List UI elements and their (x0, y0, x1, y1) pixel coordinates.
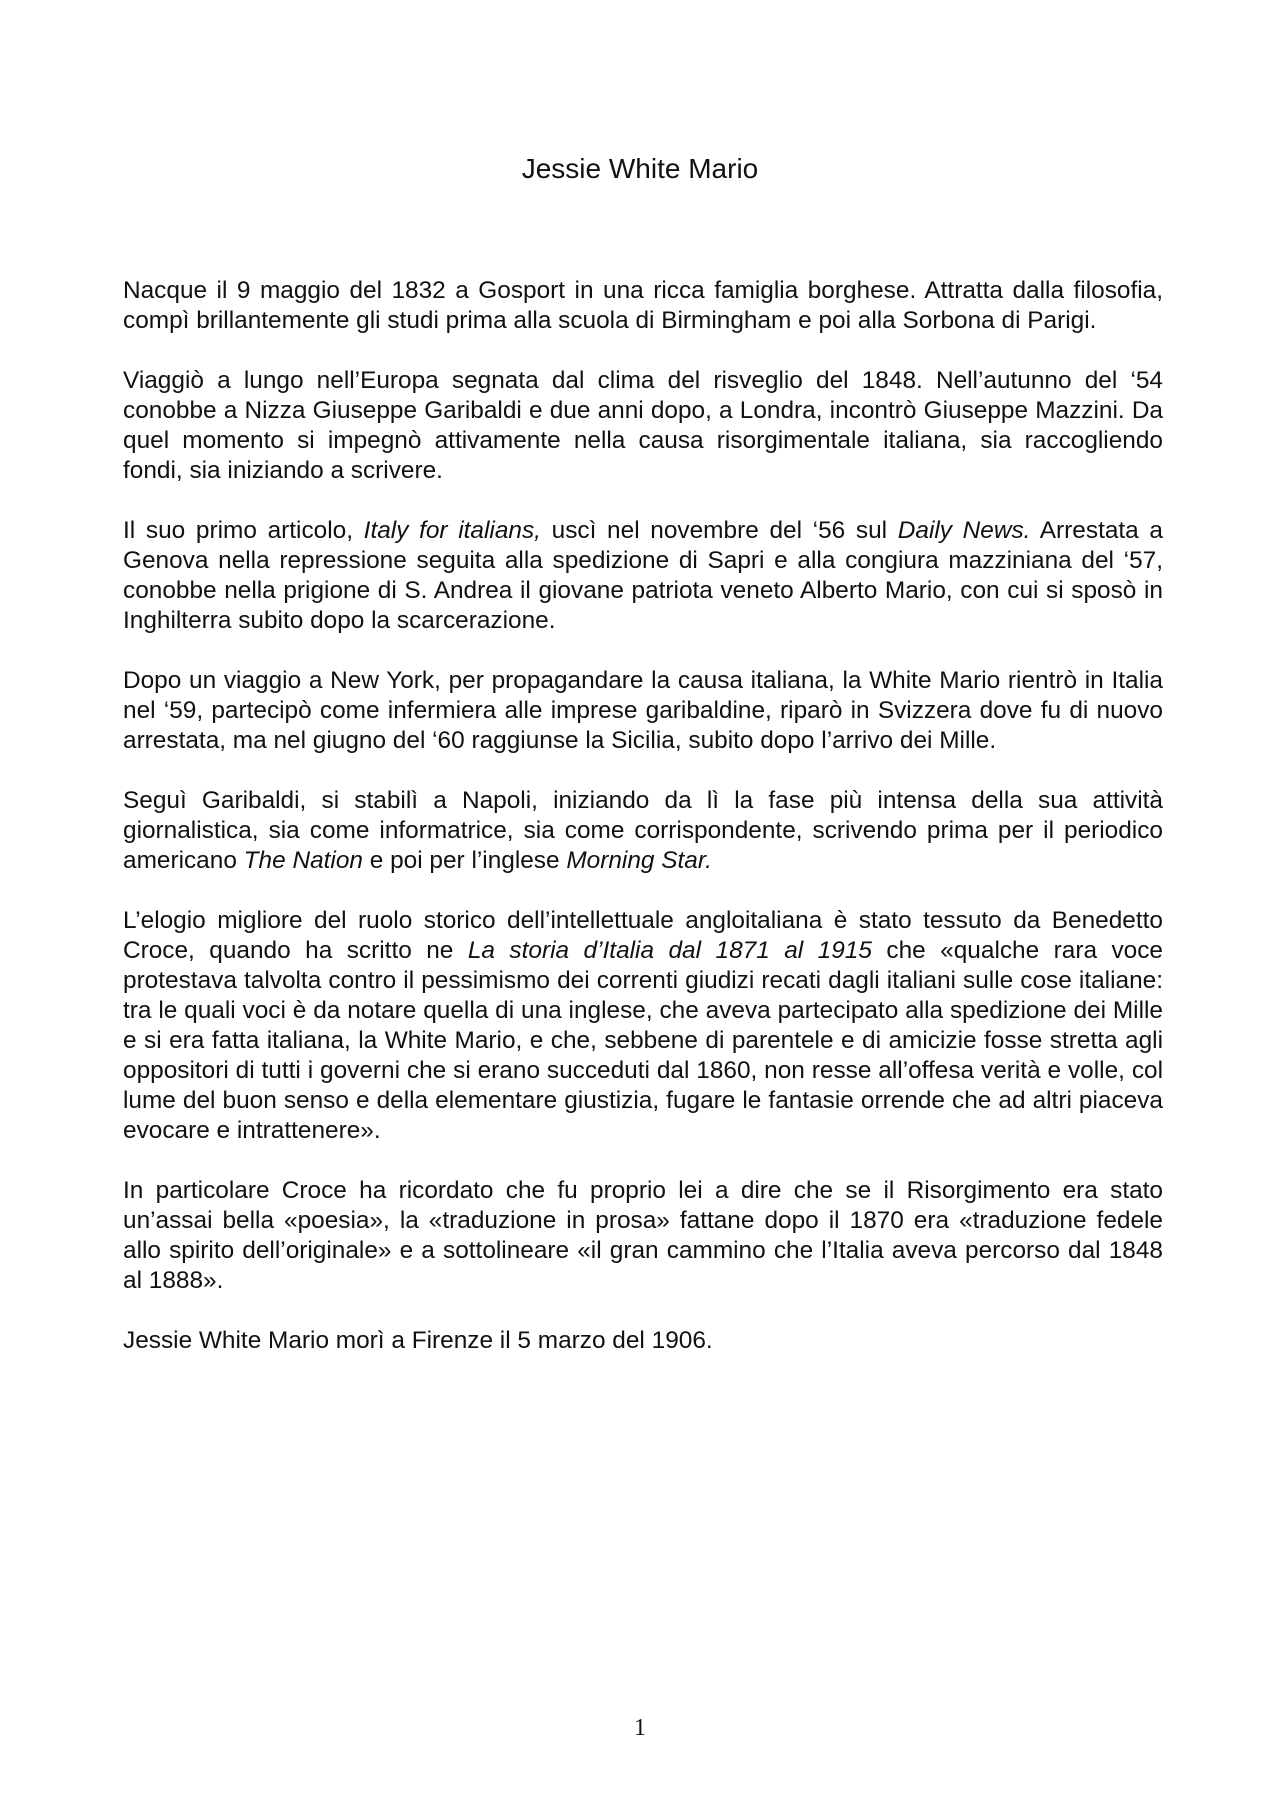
text-segment: Viaggiò a lungo nell’Europa segnata dal clima del risveglio del 1848. Nell’autunno del ‘54 conobbe a Nizza Giuseppe Garibaldi e due anni dopo, a Londra, incontrò Giuseppe Mazzini. Da quel momento si impegnò attivamente nella causa risorgimentale italiana, sia raccogliendo fondi, sia iniziando a scrivere. (123, 367, 1163, 484)
text-segment: L’elogio migliore del ruolo storico dell’intellettuale angloitaliana è stato tessuto da Benedetto Croce, quando ha scritto ne (123, 907, 1163, 964)
page-number: 1 (634, 1715, 646, 1741)
italic-title-daily-news: Daily News. (897, 517, 1031, 544)
paragraph-4 (123, 666, 1163, 756)
paragraph-8 (123, 1326, 1163, 1356)
paragraph-6 (123, 906, 1163, 1146)
italic-title-the-nation: The Nation (243, 847, 363, 874)
text-segment: che «qualche rara voce protestava talvolta contro il pessimismo dei correnti giudizi recati dagli italiani sulle cose italiane: tra le quali voci è da notare quella di una inglese, che aveva partecipato alla spedizione dei Mille e si era fatta italiana, la White Mario, e che, sebbene di parentele e di amicizie fosse stretta agli oppositori di tutti i governi che si erano succeduti dal 1860, non resse all’offesa verità e volle, col lume del buon senso e della elementare giustizia, fugare le fantasie orrende che ad altri piaceva evocare e intrattenere». (123, 937, 1163, 1144)
text-segment: Il suo primo articolo, (123, 517, 364, 544)
text-segment: In particolare Croce ha ricordato che fu proprio lei a dire che se il Risorgimento era stato un’assai bella «poesia», la «traduzione in prosa» fattane dopo il 1870 era «traduzione fedele allo spirito dell’originale» e a sottolineare «il gran cammino che l’Italia aveva percorso dal 1848 al 1888». (123, 1177, 1163, 1294)
text-segment: Arrestata a Genova nella repressione seguita alla spedizione di Sapri e alla congiura mazziniana del ‘57, conobbe nella prigione di S. Andrea il giovane patriota veneto Alberto Mario, con cui si sposò in Inghilterra subito dopo la scarcerazione. (123, 517, 1164, 634)
text-segment: Dopo un viaggio a New York, per propagandare la causa italiana, la White Mario rientrò in Italia nel ‘59, partecipò come infermiera alle imprese garibaldine, riparò in Svizzera dove fu di nuovo arrestata, ma nel giugno del ‘60 raggiunse la Sicilia, subito dopo l’arrivo dei Mille. (123, 667, 1163, 754)
italic-title-storia-d-italia: La storia d’Italia dal 1871 al 1915 (467, 937, 872, 964)
text-segment: uscì nel novembre del ‘56 sul (540, 517, 898, 544)
paragraph-1 (123, 276, 1163, 336)
paragraph-5 (123, 786, 1163, 876)
text-segment: Seguì Garibaldi, si stabilì a Napoli, iniziando da lì la fase più intensa della sua attività giornalistica, sia come informatrice, sia come corrispondente, scrivendo prima per il periodico americano (123, 787, 1163, 874)
paragraph-2 (123, 366, 1163, 486)
paragraph-7 (123, 1176, 1163, 1296)
italic-title-italy-for-italians: Italy for italians, (363, 517, 541, 544)
body-text (123, 276, 1163, 1386)
text-segment: Nacque il 9 maggio del 1832 a Gosport in una ricca famiglia borghese. Attratta dalla filosofia, compì brillantemente gli studi prima alla scuola di Birmingham e poi alla Sorbona di Parigi. (123, 277, 1163, 334)
text-segment: Jessie White Mario morì a Firenze il 5 marzo del 1906. (123, 1327, 713, 1354)
page-title: Jessie White Mario (521, 153, 759, 184)
paragraph-3 (123, 516, 1163, 636)
italic-title-morning-star: Morning Star. (566, 847, 712, 874)
text-segment: e poi per l’inglese (362, 847, 567, 874)
